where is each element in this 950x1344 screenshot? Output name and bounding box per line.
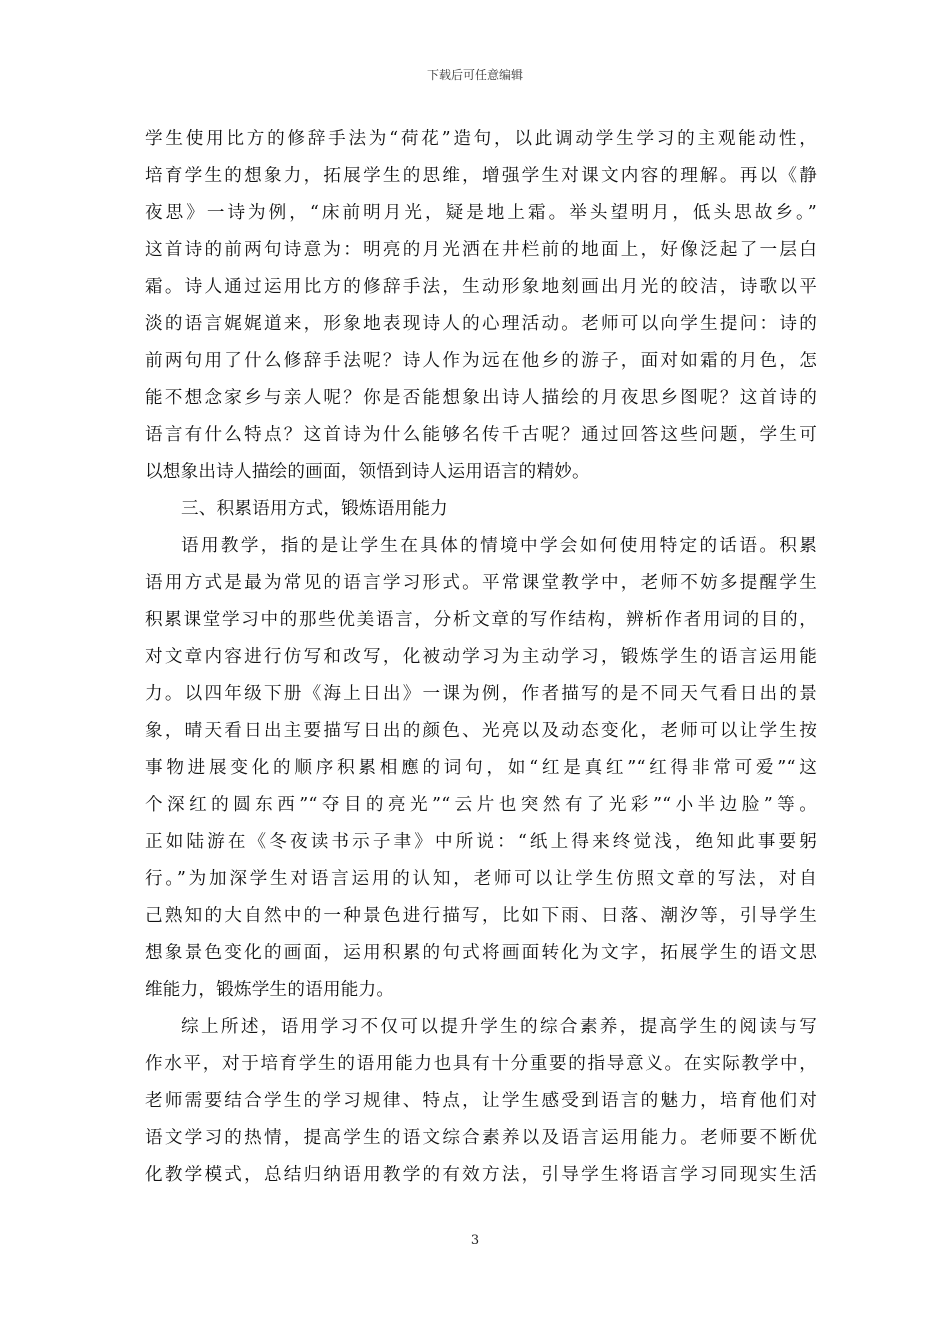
text-line: 化教学模式，总结归纳语用教学的有效方法，引导学生将语言学习同现实生活 <box>145 1165 817 1185</box>
text-line: 维能力，锻炼学生的语用能力。 <box>145 980 395 1000</box>
text-line: 己熟知的大自然中的一种景色进行描写，比如下雨、日落、潮汐等，引导学生 <box>145 906 817 926</box>
text-line: 行。”为加深学生对语言运用的认知，老师可以让学生仿照文章的写法，对自 <box>145 869 817 889</box>
text-line: 积累课堂学习中的那些优美语言，分析文章的写作结构，辨析作者用词的目的， <box>145 610 817 630</box>
section-heading: 三、积累语用方式，锻炼语用能力 <box>181 499 448 519</box>
text-line: 以想象出诗人描绘的画面，领悟到诗人运用语言的精妙。 <box>145 462 590 482</box>
text-line: 霜。诗人通过运用比方的修辞手法，生动形象地刻画出月光的皎洁，诗歌以平 <box>145 277 817 297</box>
text-line: 对文章内容进行仿写和改写，化被动学习为主动学习，锻炼学生的语言运用能 <box>145 647 817 667</box>
text-line: 这首诗的前两句诗意为：明亮的月光洒在井栏前的地面上，好像泛起了一层白 <box>145 240 817 260</box>
text-line: 培育学生的想象力，拓展学生的思维，增强学生对课文内容的理解。再以《静 <box>145 166 817 186</box>
body-text <box>145 121 817 1194</box>
text-line: 语用教学，指的是让学生在具体的情境中学会如何使用特定的话语。积累 <box>181 536 817 556</box>
text-line: 老师需要结合学生的学习规律、特点，让学生感受到语言的魅力，培育他们对 <box>145 1091 817 1111</box>
text-line: 综上所述，语用学习不仅可以提升学生的综合素养，提高学生的阅读与写 <box>181 1017 817 1037</box>
text-line: 语文学习的热情，提高学生的语文综合素养以及语言运用能力。老师要不断优 <box>145 1128 817 1148</box>
page-number: 3 <box>470 1233 480 1248</box>
text-line: 夜思》一诗为例，“床前明月光，疑是地上霜。举头望明月，低头思故乡。” <box>145 203 817 223</box>
text-line: 前两句用了什么修辞手法呢？诗人作为远在他乡的游子，面对如霜的月色，怎 <box>145 351 817 371</box>
text-line: 象，晴天看日出主要描写日出的颜色、光亮以及动态变化，老师可以让学生按 <box>145 721 817 741</box>
text-line: 想象景色变化的画面，运用积累的句式将画面转化为文字，拓展学生的语文思 <box>145 943 817 963</box>
text-line: 语用方式是最为常见的语言学习形式。平常课堂教学中，老师不妨多提醒学生 <box>145 573 817 593</box>
page-header: 下载后可任意编辑 <box>426 68 523 82</box>
text-line: 正如陆游在《冬夜读书示子聿》中所说：“纸上得来终觉浅，绝知此事要躬 <box>145 832 817 852</box>
text-line: 淡的语言娓娓道来，形象地表现诗人的心理活动。老师可以向学生提问：诗的 <box>145 314 817 334</box>
text-line: 个深红的圆东西”“夺目的亮光”“云片也突然有了光彩”“小半边脸”等。 <box>145 795 817 815</box>
text-line: 作水平，对于培育学生的语用能力也具有十分重要的指导意义。在实际教学中， <box>145 1054 817 1074</box>
text-line: 学生使用比方的修辞手法为“荷花”造句，以此调动学生学习的主观能动性， <box>145 129 817 149</box>
text-line: 能不想念家乡与亲人呢？你是否能想象出诗人描绘的月夜思乡图呢？这首诗的 <box>145 388 817 408</box>
text-line: 语言有什么特点？这首诗为什么能够名传千古呢？通过回答这些问题，学生可 <box>145 425 817 445</box>
text-line: 事物进展变化的顺序积累相應的词句，如“红是真红”“红得非常可爱”“这 <box>145 758 817 778</box>
text-line: 力。以四年级下册《海上日出》一课为例，作者描写的是不同天气看日出的景 <box>145 684 817 704</box>
